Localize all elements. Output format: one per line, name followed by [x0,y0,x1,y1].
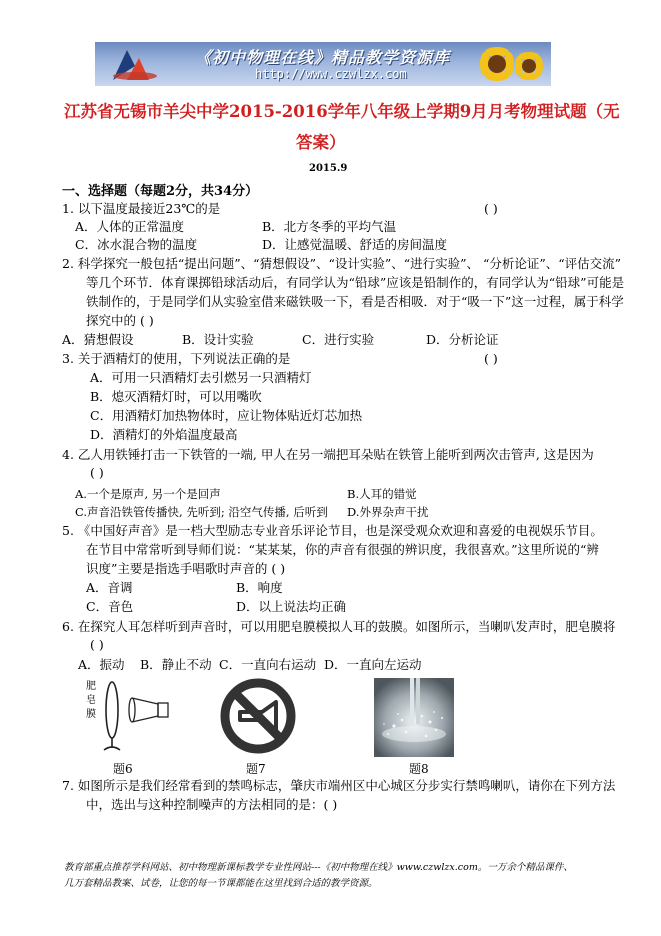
question-3-option-c: C．用酒精灯加热物体时，应让物体贴近灯芯加热 [90,408,363,423]
question-2-option-c: C．进行实验 [302,332,375,347]
question-1-option-d: D．让感觉温暖、舒适的房间温度 [262,237,448,252]
question-4-option-a: A.一个是原声, 另一个是回声 [75,487,221,501]
question-6-option-a: A．振动 [78,657,125,672]
question-3-option-a: A．可用一只酒精灯去引燃另一只酒精灯 [90,370,312,385]
question-5-line2: 在节目中常常听到导师们说：“某某某，你的声音有很强的辨识度，我很喜欢。”这里所说的“辨 [86,542,599,557]
question-5-line3: 识度”主要是指选手唱歌时声音的 ( ) [86,561,286,576]
question-3-option-b: B．熄灭酒精灯时，可以用嘴吹 [90,389,262,404]
question-1-option-b: B．北方冬季的平均气温 [262,219,397,234]
exam-date: 2015.9 [309,163,348,174]
footer-line1: 教育部重点推荐学科网站、初中物理新课标教学专业性网站---《初中物理在线》www.czwlzx.com。一万余个精品课件、 [64,862,573,873]
question-6-answer-bracket: ( ) [90,637,104,652]
question-5-option-d: D．以上说法均正确 [236,599,347,614]
question-4-line1: 4. 乙人用铁锤打击一下铁管的一端, 甲人在另一端把耳朵贴在铁管上能听到两次击管声, 这是因为 [62,447,594,462]
question-1-option-c: C．冰水混合物的温度 [75,237,198,252]
question-4-option-b: B.人耳的错觉 [347,487,417,501]
figure-7-caption: 题7 [246,762,266,776]
question-2-line1: 2. 科学探究一般包括“提出问题”、“猜想假设”、“设计实验”、“进行实验”、 “分析论证”、“评估交流” [62,256,622,271]
question-2-option-a: A．猜想假设 [62,332,134,347]
question-3-stem: 3. 关于酒精灯的使用，下列说法正确的是 [62,351,291,366]
question-2-line2: 等几个环节．体育课掷铅球活动后，有同学认为“铅球”应该是铅制作的，有同学认为“铅球”可能是 [86,275,625,290]
question-5-line1: 5. 《中国好声音》是一档大型励志专业音乐评论节目，也是深受观众欢迎和喜爱的电视娱乐节目。 [62,523,603,538]
question-5-option-a: A．音调 [86,580,133,595]
figure-8-tuning-fork-water-photo [374,678,454,757]
question-7-line2: 中，选出与这种控制噪声的方法相同的是：( ) [86,797,338,812]
question-7-line1: 7. 如图所示是我们经常看到的禁鸣标志，肇庆市端州区中心城区分步实行禁鸣喇叭，请你在下列方法 [62,778,616,793]
banner-title: 《初中物理在线》精品教学资源库 [195,48,451,67]
page-title-line2: 答案） [296,133,346,152]
banner-url: http://www.czwlzx.com [255,67,407,81]
question-6-line1: 6. 在探究人耳怎样听到声音时，可以用肥皂膜模拟人耳的鼓膜。如图所示，当喇叭发声时，肥皂膜将 [62,619,616,634]
question-6-option-c: C．一直向右运动 [219,657,317,672]
question-6-option-b: B．静止不动 [140,657,212,672]
figure-6-caption: 题6 [113,762,133,776]
question-2-option-d: D．分析论证 [426,332,499,347]
question-4-option-d: D.外界杂声干扰 [347,505,429,519]
question-1-option-a: A．人体的正常温度 [75,219,185,234]
question-1-stem: 1. 以下温度最接近23℃的是 [62,201,221,216]
figure-6-speaker-soap-film-illustration [96,676,176,756]
question-2-option-b: B．设计实验 [182,332,254,347]
figure-6-side-label: 肥皂膜 [86,681,96,720]
header-banner [95,42,551,86]
question-6-option-d: D．一直向左运动 [324,657,422,672]
section-heading: 一、选择题（每题2分，共34分） [62,184,259,199]
question-3-option-d: D．酒精灯的外焰温度最高 [90,427,238,442]
sunflower-icon [467,42,551,86]
question-4-option-c: C.声音沿铁管传播快, 先听到; 沿空气传播, 后听到 [75,505,328,519]
site-logo-icon [109,46,159,82]
question-3-answer-bracket: ( ) [484,351,498,366]
question-5-option-c: C．音色 [86,599,134,614]
no-horn-sign-icon [218,676,298,756]
question-1-answer-bracket: ( ) [484,201,498,216]
question-4-answer-bracket: ( ) [90,465,104,480]
question-2-line3: 铁制作的，于是同学们从实验室借来磁铁吸一下，看是否相吸．对于“吸一下”这一过程，属于科学 [86,294,624,309]
footer-line2: 几万套精品教案、试卷，让您的每一节课都能在这里找到合适的教学资源。 [64,878,378,889]
figure-8-caption: 题8 [409,762,429,776]
question-5-option-b: B．响度 [236,580,283,595]
page-title-line1: 江苏省无锡市羊尖中学2015-2016学年八年级上学期9月月考物理试题（无 [64,102,620,121]
question-2-line4: 探究中的 ( ) [86,313,154,328]
